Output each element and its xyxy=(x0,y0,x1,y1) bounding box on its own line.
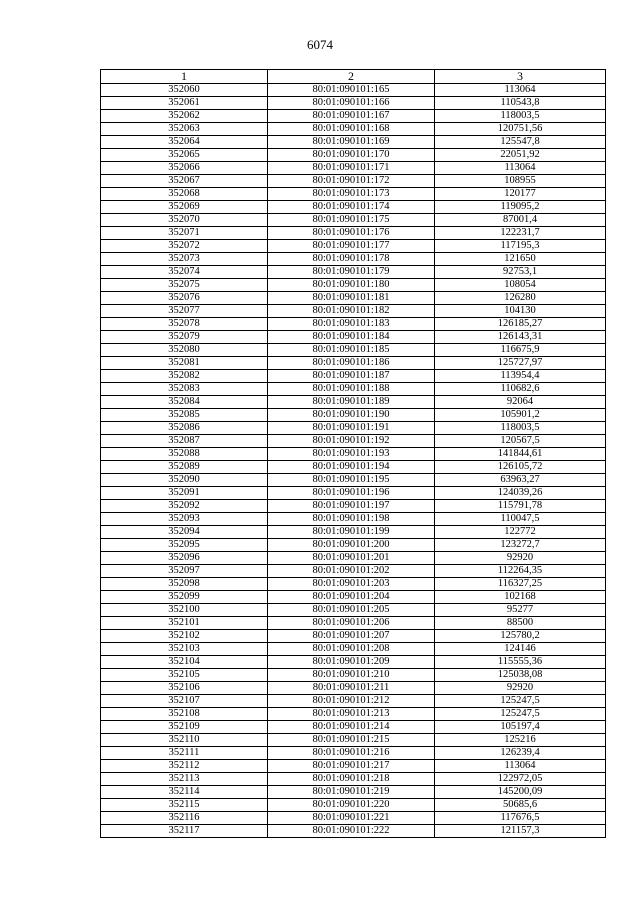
cadastral-number-cell: 80:01:090101:169 xyxy=(268,136,435,149)
cadastral-number-cell: 80:01:090101:189 xyxy=(268,396,435,409)
row-number-cell: 352063 xyxy=(101,123,268,136)
cadastral-number-cell: 80:01:090101:208 xyxy=(268,643,435,656)
row-number-cell: 352104 xyxy=(101,656,268,669)
value-cell: 117195,3 xyxy=(435,240,606,253)
cadastral-number-cell: 80:01:090101:221 xyxy=(268,812,435,825)
table-row xyxy=(101,279,606,292)
table-row xyxy=(101,227,606,240)
value-cell: 141844,61 xyxy=(435,448,606,461)
cadastral-number-cell: 80:01:090101:216 xyxy=(268,747,435,760)
value-cell: 92753,1 xyxy=(435,266,606,279)
cadastral-number-cell: 80:01:090101:192 xyxy=(268,435,435,448)
table-row xyxy=(101,370,606,383)
cadastral-number-cell: 80:01:090101:222 xyxy=(268,825,435,838)
cadastral-number-cell: 80:01:090101:207 xyxy=(268,630,435,643)
column-header-2: 2 xyxy=(268,70,435,84)
table-row xyxy=(101,708,606,721)
cadastral-number-cell: 80:01:090101:197 xyxy=(268,500,435,513)
cadastral-number-cell: 80:01:090101:175 xyxy=(268,214,435,227)
row-number-cell: 352060 xyxy=(101,84,268,97)
table-row xyxy=(101,747,606,760)
header-row xyxy=(101,70,606,84)
row-number-cell: 352115 xyxy=(101,799,268,812)
table-row xyxy=(101,396,606,409)
row-number-cell: 352067 xyxy=(101,175,268,188)
value-cell: 113064 xyxy=(435,84,606,97)
column-header-3: 3 xyxy=(435,70,606,84)
cadastral-number-cell: 80:01:090101:188 xyxy=(268,383,435,396)
cadastral-number-cell: 80:01:090101:187 xyxy=(268,370,435,383)
row-number-cell: 352082 xyxy=(101,370,268,383)
table-row xyxy=(101,214,606,227)
value-cell: 125247,5 xyxy=(435,695,606,708)
table-row xyxy=(101,474,606,487)
row-number-cell: 352098 xyxy=(101,578,268,591)
row-number-cell: 352116 xyxy=(101,812,268,825)
value-cell: 104130 xyxy=(435,305,606,318)
value-cell: 122972,05 xyxy=(435,773,606,786)
value-cell: 113954,4 xyxy=(435,370,606,383)
table-row xyxy=(101,240,606,253)
cadastral-number-cell: 80:01:090101:186 xyxy=(268,357,435,370)
value-cell: 110682,6 xyxy=(435,383,606,396)
row-number-cell: 352097 xyxy=(101,565,268,578)
value-cell: 125216 xyxy=(435,734,606,747)
value-cell: 113064 xyxy=(435,760,606,773)
value-cell: 92920 xyxy=(435,552,606,565)
value-cell: 102168 xyxy=(435,591,606,604)
row-number-cell: 352085 xyxy=(101,409,268,422)
row-number-cell: 352102 xyxy=(101,630,268,643)
cadastral-number-cell: 80:01:090101:167 xyxy=(268,110,435,123)
row-number-cell: 352083 xyxy=(101,383,268,396)
table-row xyxy=(101,97,606,110)
table-header xyxy=(101,70,606,84)
table-row xyxy=(101,266,606,279)
row-number-cell: 352070 xyxy=(101,214,268,227)
cadastral-number-cell: 80:01:090101:196 xyxy=(268,487,435,500)
value-cell: 121157,3 xyxy=(435,825,606,838)
cadastral-number-cell: 80:01:090101:214 xyxy=(268,721,435,734)
value-cell: 126185,27 xyxy=(435,318,606,331)
row-number-cell: 352062 xyxy=(101,110,268,123)
column-header-1: 1 xyxy=(101,70,268,84)
value-cell: 126239,4 xyxy=(435,747,606,760)
table-row xyxy=(101,136,606,149)
row-number-cell: 352093 xyxy=(101,513,268,526)
table-row xyxy=(101,175,606,188)
row-number-cell: 352077 xyxy=(101,305,268,318)
table-row xyxy=(101,578,606,591)
table-row xyxy=(101,643,606,656)
row-number-cell: 352092 xyxy=(101,500,268,513)
cadastral-number-cell: 80:01:090101:201 xyxy=(268,552,435,565)
value-cell: 123272,7 xyxy=(435,539,606,552)
row-number-cell: 352108 xyxy=(101,708,268,721)
table-row xyxy=(101,630,606,643)
value-cell: 92064 xyxy=(435,396,606,409)
cadastral-number-cell: 80:01:090101:195 xyxy=(268,474,435,487)
cadastral-number-cell: 80:01:090101:181 xyxy=(268,292,435,305)
row-number-cell: 352068 xyxy=(101,188,268,201)
row-number-cell: 352061 xyxy=(101,97,268,110)
table-row xyxy=(101,786,606,799)
cadastral-number-cell: 80:01:090101:174 xyxy=(268,201,435,214)
row-number-cell: 352105 xyxy=(101,669,268,682)
table-row xyxy=(101,617,606,630)
row-number-cell: 352088 xyxy=(101,448,268,461)
cadastral-number-cell: 80:01:090101:200 xyxy=(268,539,435,552)
value-cell: 87001,4 xyxy=(435,214,606,227)
row-number-cell: 352065 xyxy=(101,149,268,162)
table-row xyxy=(101,513,606,526)
cadastral-number-cell: 80:01:090101:179 xyxy=(268,266,435,279)
value-cell: 110047,5 xyxy=(435,513,606,526)
table-row xyxy=(101,331,606,344)
row-number-cell: 352081 xyxy=(101,357,268,370)
value-cell: 120567,5 xyxy=(435,435,606,448)
row-number-cell: 352071 xyxy=(101,227,268,240)
cadastral-number-cell: 80:01:090101:204 xyxy=(268,591,435,604)
cadastral-number-cell: 80:01:090101:198 xyxy=(268,513,435,526)
row-number-cell: 352117 xyxy=(101,825,268,838)
cadastral-number-cell: 80:01:090101:193 xyxy=(268,448,435,461)
row-number-cell: 352090 xyxy=(101,474,268,487)
row-number-cell: 352100 xyxy=(101,604,268,617)
table-row xyxy=(101,188,606,201)
value-cell: 92920 xyxy=(435,682,606,695)
row-number-cell: 352072 xyxy=(101,240,268,253)
value-cell: 113064 xyxy=(435,162,606,175)
cadastral-number-cell: 80:01:090101:171 xyxy=(268,162,435,175)
cadastral-number-cell: 80:01:090101:170 xyxy=(268,149,435,162)
row-number-cell: 352086 xyxy=(101,422,268,435)
value-cell: 118003,5 xyxy=(435,422,606,435)
cadastral-number-cell: 80:01:090101:203 xyxy=(268,578,435,591)
value-cell: 108955 xyxy=(435,175,606,188)
table-body xyxy=(101,84,606,838)
cadastral-number-cell: 80:01:090101:199 xyxy=(268,526,435,539)
row-number-cell: 352089 xyxy=(101,461,268,474)
cadastral-number-cell: 80:01:090101:219 xyxy=(268,786,435,799)
value-cell: 121650 xyxy=(435,253,606,266)
table-row xyxy=(101,669,606,682)
value-cell: 116327,25 xyxy=(435,578,606,591)
cadastral-number-cell: 80:01:090101:212 xyxy=(268,695,435,708)
value-cell: 118003,5 xyxy=(435,110,606,123)
table-row xyxy=(101,565,606,578)
cadastral-number-cell: 80:01:090101:206 xyxy=(268,617,435,630)
cadastral-number-cell: 80:01:090101:173 xyxy=(268,188,435,201)
table-row xyxy=(101,812,606,825)
data-table xyxy=(100,69,606,838)
cadastral-number-cell: 80:01:090101:190 xyxy=(268,409,435,422)
cadastral-number-cell: 80:01:090101:210 xyxy=(268,669,435,682)
cadastral-number-cell: 80:01:090101:177 xyxy=(268,240,435,253)
cadastral-number-cell: 80:01:090101:202 xyxy=(268,565,435,578)
table-row xyxy=(101,149,606,162)
table-row xyxy=(101,604,606,617)
value-cell: 122231,7 xyxy=(435,227,606,240)
cadastral-number-cell: 80:01:090101:183 xyxy=(268,318,435,331)
row-number-cell: 352064 xyxy=(101,136,268,149)
value-cell: 63963,27 xyxy=(435,474,606,487)
row-number-cell: 352113 xyxy=(101,773,268,786)
cadastral-number-cell: 80:01:090101:172 xyxy=(268,175,435,188)
cadastral-number-cell: 80:01:090101:166 xyxy=(268,97,435,110)
value-cell: 50685,6 xyxy=(435,799,606,812)
value-cell: 126143,31 xyxy=(435,331,606,344)
table-row xyxy=(101,409,606,422)
table-row xyxy=(101,721,606,734)
row-number-cell: 352110 xyxy=(101,734,268,747)
cadastral-number-cell: 80:01:090101:178 xyxy=(268,253,435,266)
table-row xyxy=(101,773,606,786)
value-cell: 105901,2 xyxy=(435,409,606,422)
table-row xyxy=(101,253,606,266)
value-cell: 125547,8 xyxy=(435,136,606,149)
row-number-cell: 352066 xyxy=(101,162,268,175)
value-cell: 88500 xyxy=(435,617,606,630)
cadastral-number-cell: 80:01:090101:184 xyxy=(268,331,435,344)
cadastral-number-cell: 80:01:090101:209 xyxy=(268,656,435,669)
table-row xyxy=(101,292,606,305)
value-cell: 125038,08 xyxy=(435,669,606,682)
value-cell: 112264,35 xyxy=(435,565,606,578)
value-cell: 108054 xyxy=(435,279,606,292)
table-row xyxy=(101,383,606,396)
cadastral-number-cell: 80:01:090101:165 xyxy=(268,84,435,97)
table-row xyxy=(101,682,606,695)
value-cell: 145200,09 xyxy=(435,786,606,799)
cadastral-number-cell: 80:01:090101:218 xyxy=(268,773,435,786)
table-row xyxy=(101,461,606,474)
value-cell: 125727,97 xyxy=(435,357,606,370)
table-row xyxy=(101,539,606,552)
value-cell: 124146 xyxy=(435,643,606,656)
row-number-cell: 352076 xyxy=(101,292,268,305)
value-cell: 125780,2 xyxy=(435,630,606,643)
value-cell: 126105,72 xyxy=(435,461,606,474)
row-number-cell: 352106 xyxy=(101,682,268,695)
table-row xyxy=(101,552,606,565)
cadastral-number-cell: 80:01:090101:217 xyxy=(268,760,435,773)
table-row xyxy=(101,84,606,97)
row-number-cell: 352101 xyxy=(101,617,268,630)
table-row xyxy=(101,487,606,500)
cadastral-number-cell: 80:01:090101:194 xyxy=(268,461,435,474)
row-number-cell: 352111 xyxy=(101,747,268,760)
row-number-cell: 352078 xyxy=(101,318,268,331)
value-cell: 110543,8 xyxy=(435,97,606,110)
value-cell: 22051,92 xyxy=(435,149,606,162)
row-number-cell: 352080 xyxy=(101,344,268,357)
row-number-cell: 352103 xyxy=(101,643,268,656)
table-row xyxy=(101,357,606,370)
row-number-cell: 352109 xyxy=(101,721,268,734)
value-cell: 124039,26 xyxy=(435,487,606,500)
value-cell: 125247,5 xyxy=(435,708,606,721)
table-row xyxy=(101,110,606,123)
table-row xyxy=(101,500,606,513)
table-row xyxy=(101,448,606,461)
row-number-cell: 352096 xyxy=(101,552,268,565)
cadastral-number-cell: 80:01:090101:220 xyxy=(268,799,435,812)
table-row xyxy=(101,526,606,539)
row-number-cell: 352074 xyxy=(101,266,268,279)
row-number-cell: 352114 xyxy=(101,786,268,799)
value-cell: 116675,9 xyxy=(435,344,606,357)
table-row xyxy=(101,318,606,331)
row-number-cell: 352084 xyxy=(101,396,268,409)
cadastral-number-cell: 80:01:090101:211 xyxy=(268,682,435,695)
value-cell: 119095,2 xyxy=(435,201,606,214)
row-number-cell: 352079 xyxy=(101,331,268,344)
value-cell: 120751,56 xyxy=(435,123,606,136)
table-row xyxy=(101,695,606,708)
row-number-cell: 352107 xyxy=(101,695,268,708)
cadastral-number-cell: 80:01:090101:205 xyxy=(268,604,435,617)
row-number-cell: 352095 xyxy=(101,539,268,552)
value-cell: 117676,5 xyxy=(435,812,606,825)
table-row xyxy=(101,162,606,175)
table-row xyxy=(101,591,606,604)
value-cell: 120177 xyxy=(435,188,606,201)
table-row xyxy=(101,734,606,747)
table-row xyxy=(101,123,606,136)
cadastral-number-cell: 80:01:090101:185 xyxy=(268,344,435,357)
row-number-cell: 352094 xyxy=(101,526,268,539)
table-row xyxy=(101,825,606,838)
value-cell: 126280 xyxy=(435,292,606,305)
page-number: 6074 xyxy=(307,37,333,52)
value-cell: 122772 xyxy=(435,526,606,539)
value-cell: 115791,78 xyxy=(435,500,606,513)
table-row xyxy=(101,201,606,214)
value-cell: 105197,4 xyxy=(435,721,606,734)
cadastral-number-cell: 80:01:090101:213 xyxy=(268,708,435,721)
cadastral-number-cell: 80:01:090101:215 xyxy=(268,734,435,747)
cadastral-number-cell: 80:01:090101:180 xyxy=(268,279,435,292)
row-number-cell: 352091 xyxy=(101,487,268,500)
value-cell: 95277 xyxy=(435,604,606,617)
table-row xyxy=(101,435,606,448)
row-number-cell: 352075 xyxy=(101,279,268,292)
row-number-cell: 352087 xyxy=(101,435,268,448)
value-cell: 115555,36 xyxy=(435,656,606,669)
table-row xyxy=(101,305,606,318)
cadastral-number-cell: 80:01:090101:182 xyxy=(268,305,435,318)
row-number-cell: 352099 xyxy=(101,591,268,604)
table-row xyxy=(101,799,606,812)
cadastral-number-cell: 80:01:090101:191 xyxy=(268,422,435,435)
cadastral-number-cell: 80:01:090101:176 xyxy=(268,227,435,240)
row-number-cell: 352112 xyxy=(101,760,268,773)
cadastral-number-cell: 80:01:090101:168 xyxy=(268,123,435,136)
row-number-cell: 352069 xyxy=(101,201,268,214)
table-row xyxy=(101,344,606,357)
row-number-cell: 352073 xyxy=(101,253,268,266)
table-row xyxy=(101,760,606,773)
table-row xyxy=(101,656,606,669)
table-row xyxy=(101,422,606,435)
